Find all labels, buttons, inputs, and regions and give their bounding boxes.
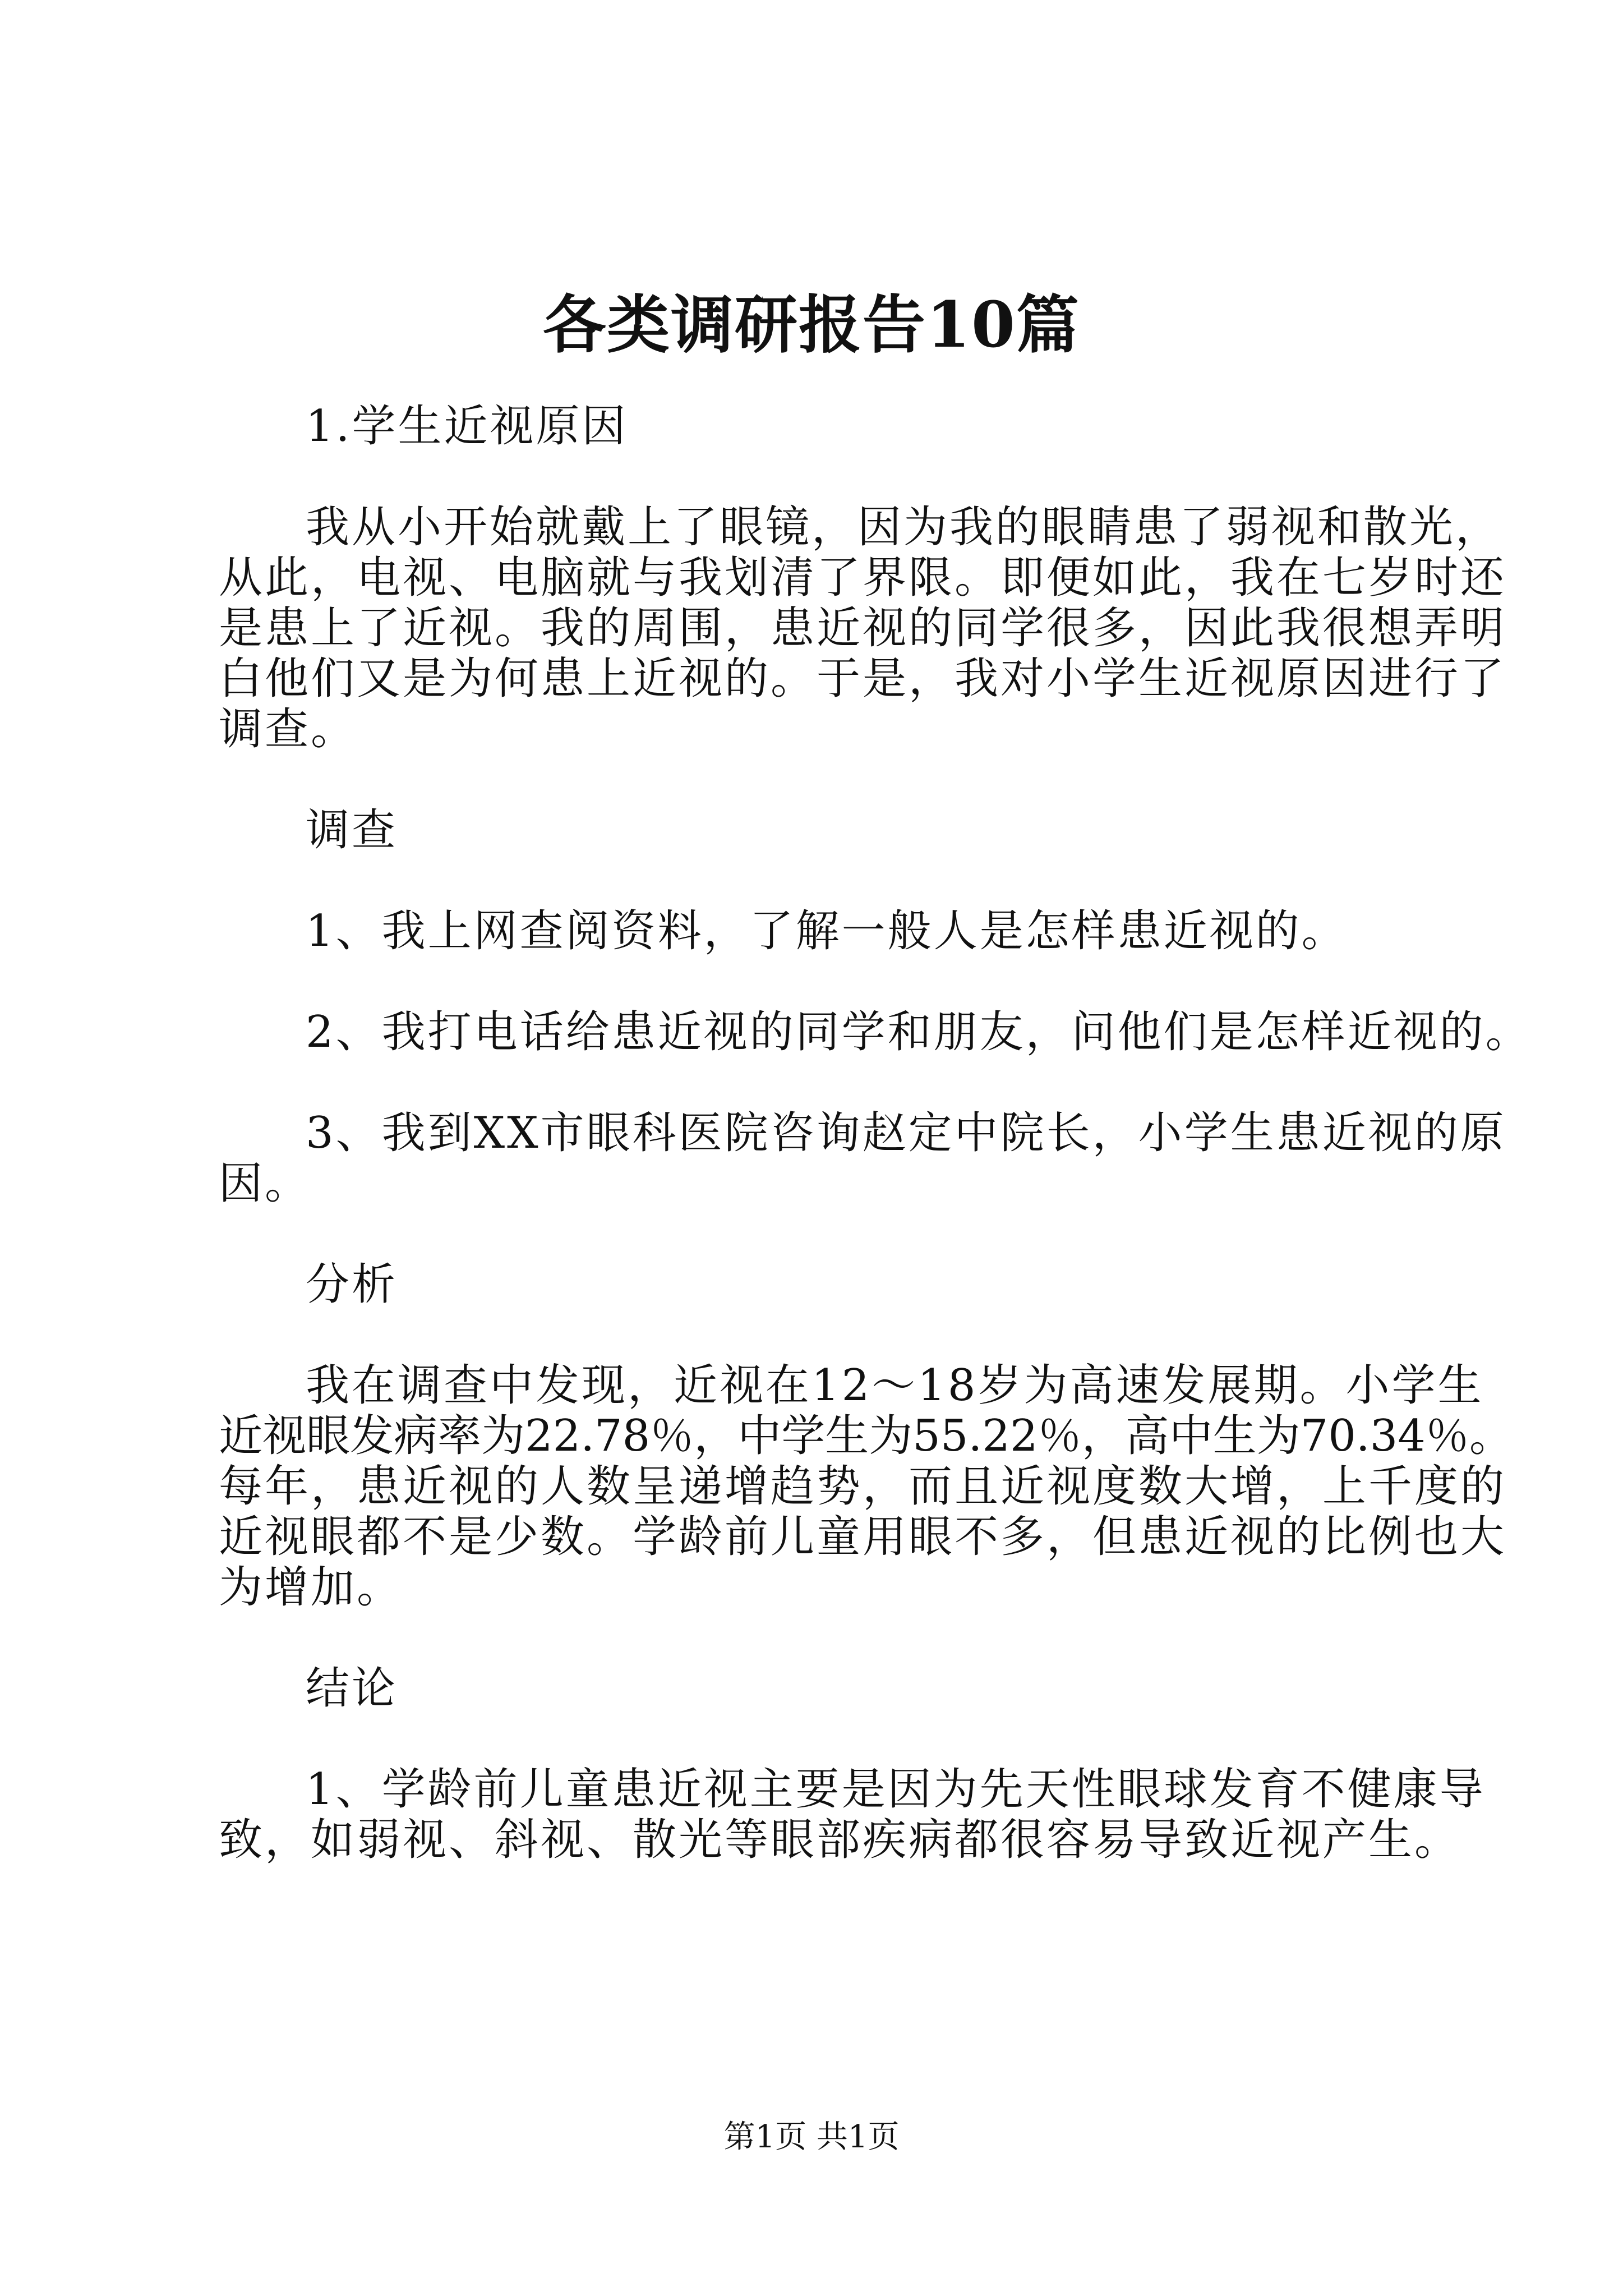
document-title: 各类调研报告10篇 [543, 288, 1080, 362]
paragraph-line: 近视眼发病率为22.78％，中学生为55.22％，高中生为70.34％。 [219, 1411, 1513, 1461]
section-heading-myopia-cause: 1.学生近视原因 [306, 401, 628, 452]
paragraph-line: 每年，患近视的人数呈递增趋势，而且近视度数大增，上千度的 [219, 1461, 1507, 1512]
list-item: 3、我到XX市眼科医院咨询赵定中院长，小学生患近视的原 [306, 1108, 1506, 1158]
list-item-continuation: 因。 [219, 1158, 311, 1209]
paragraph-line: 是患上了近视。我的周围，患近视的同学很多，因此我很想弄明 [219, 603, 1507, 654]
paragraph-line: 近视眼都不是少数。学龄前儿童用眼不多，但患近视的比例也大 [219, 1512, 1507, 1562]
paragraph-line: 从此，电视、电脑就与我划清了界限。即便如此，我在七岁时还 [219, 553, 1507, 603]
paragraph-line: 白他们又是为何患上近视的。于是，我对小学生近视原因进行了 [219, 654, 1507, 704]
paragraph-line: 我从小开始就戴上了眼镜，因为我的眼睛患了弱视和散光， [306, 502, 1502, 553]
paragraph-line: 我在调查中发现，近视在12～18岁为高速发展期。小学生 [306, 1360, 1484, 1411]
paragraph-line: 为增加。 [219, 1562, 403, 1613]
list-item: 2、我打电话给患近视的同学和朋友，问他们是怎样近视的。 [306, 1007, 1532, 1057]
list-item: 1、学龄前儿童患近视主要是因为先天性眼球发育不健康导 [306, 1764, 1486, 1815]
page-footer: 第1页 共1页 [723, 2119, 900, 2155]
section-heading-survey: 调查 [306, 805, 398, 855]
list-item: 1、我上网查阅资料，了解一般人是怎样患近视的。 [306, 906, 1348, 956]
list-item-continuation: 致，如弱视、斜视、散光等眼部疾病都很容易导致近视产生。 [219, 1815, 1461, 1865]
section-heading-analysis: 分析 [306, 1259, 398, 1310]
section-heading-conclusion: 结论 [306, 1663, 398, 1714]
paragraph-line: 调查。 [219, 704, 357, 754]
